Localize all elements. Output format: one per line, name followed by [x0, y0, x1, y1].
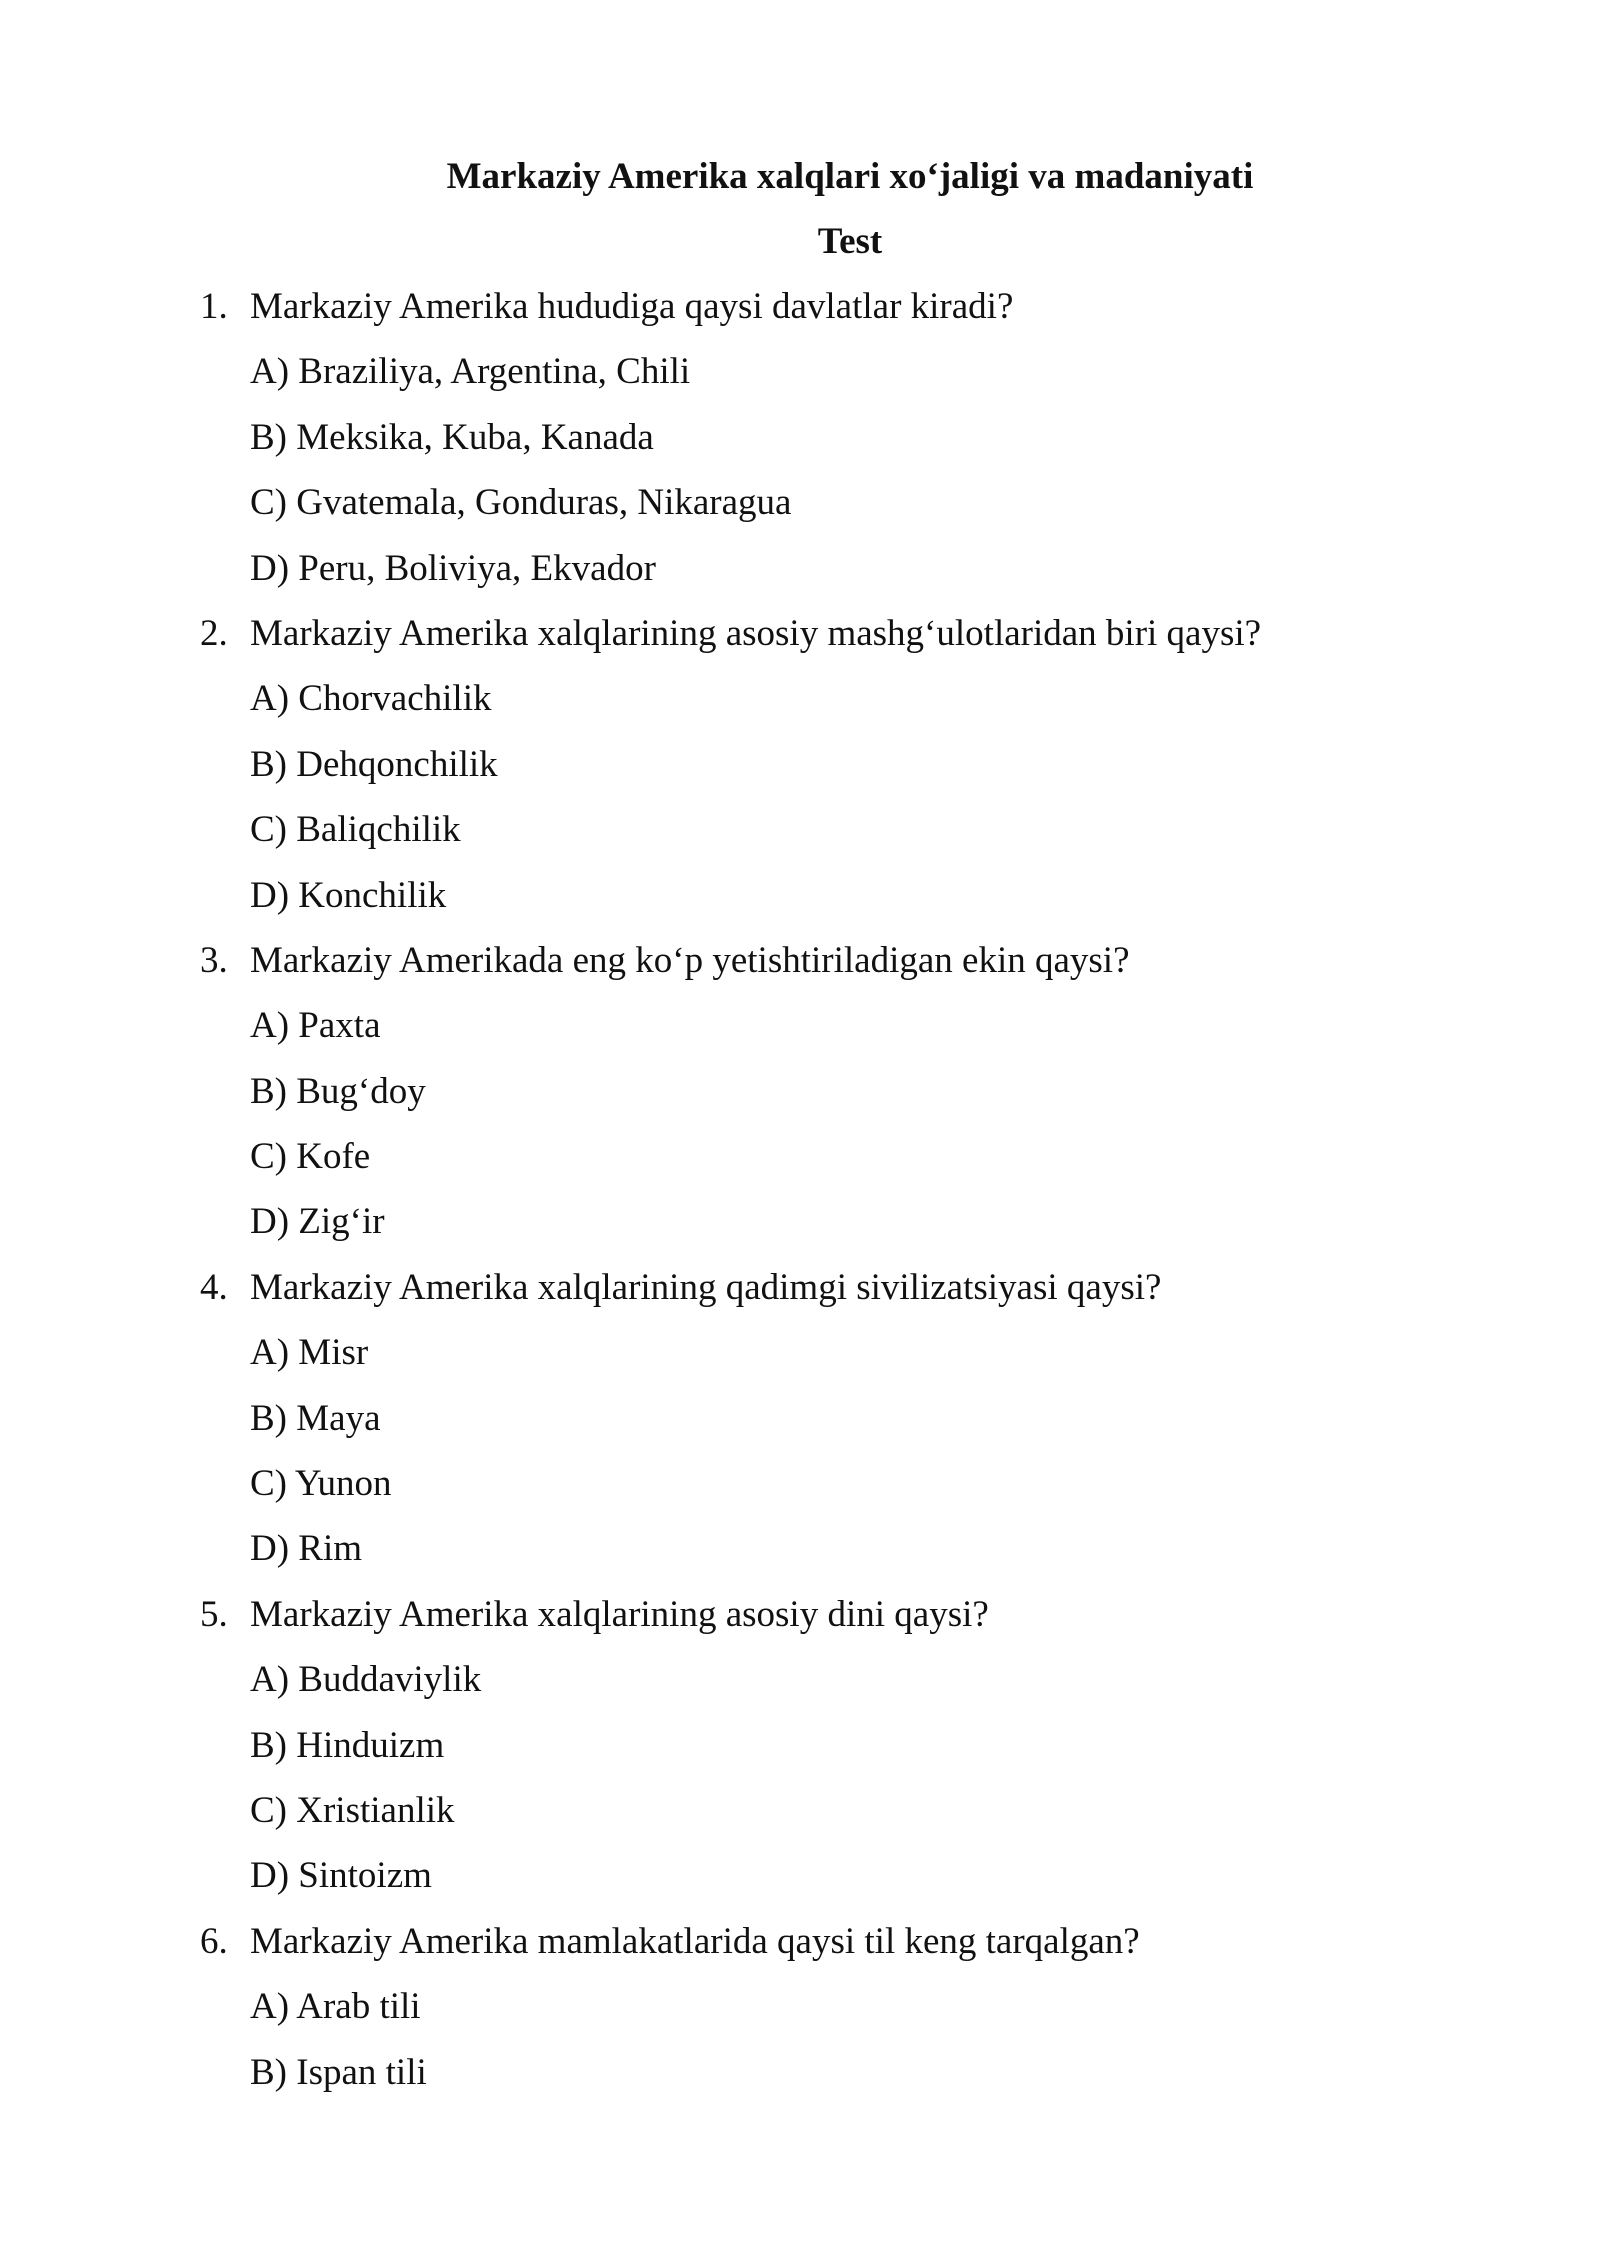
question-text: Markaziy Amerika xalqlarining asosiy dini qaysi?: [250, 1593, 989, 1635]
question-item: [200, 1263, 1500, 1590]
answer-options: [200, 1655, 1500, 1917]
answer-option: B) Bug‘doy: [250, 1070, 426, 1112]
answer-options: [200, 674, 1500, 936]
question-row: [200, 1263, 1500, 1328]
question-number: 5.: [200, 1593, 228, 1635]
answer-option: B) Hinduizm: [250, 1724, 445, 1766]
answer-options: [200, 1328, 1500, 1590]
question-row: [200, 609, 1500, 674]
question-text: Markaziy Amerika mamlakatlarida qaysi til keng tarqalgan?: [250, 1920, 1140, 1962]
answer-option: B) Dehqonchilik: [250, 743, 498, 785]
question-item: [200, 1590, 1500, 1917]
answer-option: D) Sintoizm: [250, 1855, 432, 1897]
answer-option: B) Ispan tili: [250, 2051, 427, 2093]
answer-options: [200, 347, 1500, 609]
answer-option: B) Meksika, Kuba, Kanada: [250, 416, 654, 458]
answer-option: A) Buddaviylik: [250, 1659, 482, 1701]
question-number: 3.: [200, 939, 228, 981]
answer-option: B) Maya: [250, 1397, 381, 1439]
answer-options: [200, 1982, 1500, 2113]
question-number: 4.: [200, 1266, 228, 1308]
answer-option: C) Xristianlik: [250, 1789, 455, 1831]
question-text: Markaziy Amerika xalqlarining asosiy mashg‘ulotlaridan biri qaysi?: [250, 612, 1262, 654]
answer-option: D) Peru, Boliviya, Ekvador: [250, 547, 656, 589]
question-item: [200, 609, 1500, 936]
answer-option: C) Kofe: [250, 1136, 371, 1178]
question-row: [200, 936, 1500, 1001]
question-item: [200, 936, 1500, 1263]
question-item: [200, 1917, 1500, 2113]
question-row: [200, 1917, 1500, 1982]
question-item: [200, 282, 1500, 609]
question-number: 2.: [200, 612, 228, 654]
question-number: 6.: [200, 1920, 228, 1962]
answer-option: A) Braziliya, Argentina, Chili: [250, 351, 691, 393]
document-title: Markaziy Amerika xalqlari xo‘jaligi va madaniyati: [446, 156, 1254, 197]
question-text: Markaziy Amerikada eng ko‘p yetishtiriladigan ekin qaysi?: [250, 939, 1130, 981]
question-list: [200, 282, 1500, 2113]
answer-options: [200, 1001, 1500, 1263]
answer-option: A) Misr: [250, 1332, 369, 1374]
answer-option: D) Zig‘ir: [250, 1201, 385, 1243]
answer-option: D) Konchilik: [250, 874, 447, 916]
question-number: 1.: [200, 286, 228, 327]
answer-option: A) Chorvachilik: [250, 678, 492, 720]
answer-option: C) Baliqchilik: [250, 809, 461, 851]
answer-option: A) Arab tili: [250, 1986, 421, 2028]
question-text: Markaziy Amerika hududiga qaysi davlatlar kiradi?: [250, 286, 1014, 327]
question-text: Markaziy Amerika xalqlarining qadimgi sivilizatsiyasi qaysi?: [250, 1266, 1162, 1308]
answer-option: A) Paxta: [250, 1005, 381, 1047]
answer-option: C) Yunon: [250, 1463, 392, 1505]
answer-option: C) Gvatemala, Gonduras, Nikaragua: [250, 482, 792, 524]
answer-option: D) Rim: [250, 1528, 363, 1570]
question-row: [200, 282, 1500, 347]
question-row: [200, 1590, 1500, 1655]
document-subtitle: Test: [817, 221, 883, 262]
